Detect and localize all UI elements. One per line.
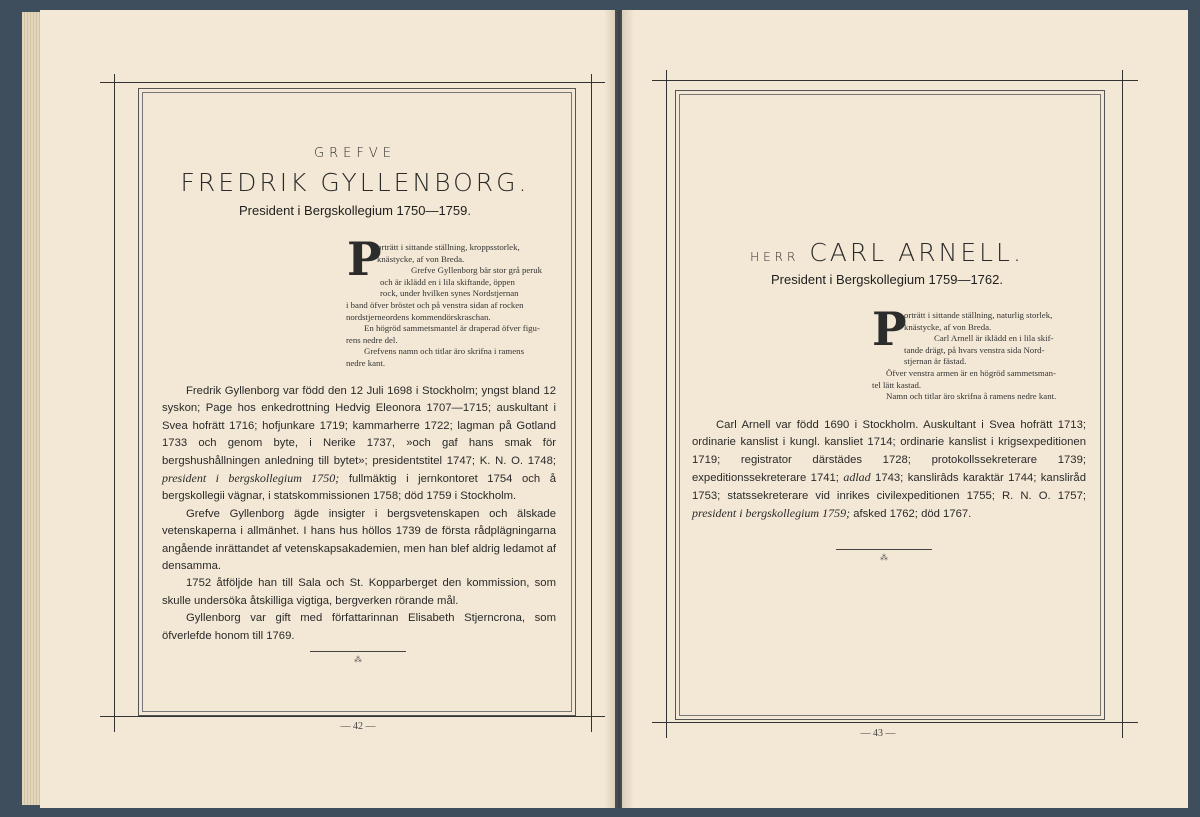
description-line: rens nedre del.: [346, 334, 398, 345]
biography-text: [162, 383, 556, 645]
text-run: Gyllenborg var gift med författarinnan Elisabeth Stjerncrona, som öfverlefde honom till 1769.: [162, 612, 556, 642]
frame-rule-left: [114, 74, 115, 732]
portrait-description-cont: [346, 300, 568, 370]
left-page: [40, 10, 615, 808]
paragraph: [162, 383, 556, 506]
page-number: — 43 —: [860, 728, 896, 739]
paragraph: [162, 575, 556, 610]
description-line: orträtt i sittande ställning, kroppsstorlek,: [377, 242, 520, 252]
description-line: Grefve Gyllenborg bär stor grå peruk: [411, 265, 543, 276]
page-subtitle: President i Bergskollegium 1750—1759.: [239, 203, 471, 218]
name-kicker: GREFVE: [314, 146, 396, 161]
frame-rule-top: [652, 80, 1138, 81]
frame-rule-bottom: [652, 722, 1138, 723]
heading-line: [682, 238, 1092, 267]
text-run: fullmäktig i jernkontoret 1754 och å bergskollegii vägnar, i statskommissionen 1758; död 1759 i Stockholm.: [162, 473, 556, 503]
italic-run: adlad: [843, 470, 871, 485]
ornament-rule: [310, 651, 406, 652]
description-line: orträtt i sittande ställning, naturlig storlek,: [904, 310, 1053, 320]
page-frame-inner: [679, 94, 1101, 716]
text-run: 1743; kanslirâds karaktär 1744; kansliråd 1753; statssekreterare vid inrikes civilexpeditionen 1755; R. N. O. 1757;: [692, 472, 1086, 502]
drop-cap: P: [347, 232, 382, 286]
description-line: stjernan är fästad.: [904, 356, 967, 367]
italic-run: president i bergskollegium 1750;: [162, 471, 340, 486]
description-line: En högröd sammetsmantel är draperad öfver figu-: [364, 323, 540, 334]
page-title: CARL ARNELL.: [809, 238, 1024, 267]
description-line: Grefvens namn och titlar äro skrifna i ramens: [364, 346, 524, 357]
frame-rule-bottom: [100, 716, 605, 717]
drop-cap: P: [872, 302, 907, 356]
description-line: tel lätt kastad.: [872, 379, 922, 390]
name-kicker: HERR: [750, 250, 800, 264]
text-run: afsked 1762; död 1767.: [850, 508, 972, 521]
description-line: nedre kant.: [346, 357, 386, 368]
description-line: Namn och titlar äro skrifna å ramens nedre kant.: [886, 391, 1057, 402]
description-line: i band öfver bröstet och på venstra sidan af rocken: [346, 300, 524, 310]
page-number: — 42 —: [340, 721, 376, 732]
portrait-description: [872, 310, 1086, 403]
right-page: [622, 10, 1188, 808]
frame-rule-right: [591, 74, 592, 732]
frame-rule-right: [1122, 70, 1123, 738]
description-line: Öfver venstra armen är en högröd sammetsman-: [886, 367, 1057, 378]
frame-rule-left: [666, 70, 667, 738]
text-run: Grefve Gyllenborg ägde insigter i bergsvetenskapen och älskade vetenskaperna i allmänhet. I hans hus höllos 1739 de första rådplägningarna angående inrättandet af vetenskapsakademien, men han blef aldrig ledamot af densamma.: [162, 507, 556, 573]
description-line: och är iklädd en i lila skiftande, öppen: [380, 276, 515, 287]
portrait-description: [345, 242, 567, 300]
paragraph: [162, 610, 556, 645]
fleuron-icon: ⁂: [880, 553, 888, 562]
ornament-rule: [836, 549, 932, 550]
description-line: nordstjerneordens kommendörskraschan.: [346, 311, 491, 322]
description-line: tande drägt, på hvars venstra sida Nord-: [904, 344, 1045, 355]
paragraph: [162, 506, 556, 576]
text-run: Fredrik Gyllenborg var född den 12 Juli 1698 i Stockholm; yngst bland 12 syskon; Page hos enkedrottning Hedvig Eleonora 1707—1715; auskultant i Svea hofrätt 1716; hofjunkare 1719; kammarherre 1722; lagman på Gotland 1733 och genom byte, i Nerike 1737, »och gaf hans smak för bergshushållningen anledning till bytet»; presidentstitel 1747; K. N. O. 1748;: [162, 385, 556, 467]
paragraph: [692, 417, 1086, 523]
fleuron-icon: ⁂: [354, 655, 362, 664]
italic-run: president i bergskollegium 1759;: [692, 506, 851, 521]
book-gutter: [604, 10, 634, 808]
text-run: 1752 åtföljde han till Sala och St. Kopparberget den kommission, som skulle undersöka åtskilliga vigtiga, bergverken rörande mål.: [162, 577, 556, 607]
frame-rule-top: [100, 82, 605, 83]
page-subtitle: President i Bergskollegium 1759—1762.: [771, 272, 1003, 287]
page-title: FREDRIK GYLLENBORG.: [180, 168, 530, 197]
text-run: Carl Arnell var född 1690 i Stockholm. Auskultant i Svea hofrätt 1713; ordinarie kanslist i kungl. kansliet 1714; ordinarie kanslist i krigsexpeditionen 1719; registrator därstädes 1728; protokollssekreterare 1739; expeditionssekreterare 1741;: [692, 419, 1086, 485]
description-line: knästycke, af von Breda.: [904, 321, 992, 332]
description-line: Carl Arnell är iklädd en i lila skif-: [934, 333, 1054, 344]
biography-text: [692, 417, 1086, 523]
description-line: knästycke, af von Breda.: [377, 253, 465, 264]
description-line: rock, under hvilken synes Nordstjernan: [380, 288, 519, 299]
